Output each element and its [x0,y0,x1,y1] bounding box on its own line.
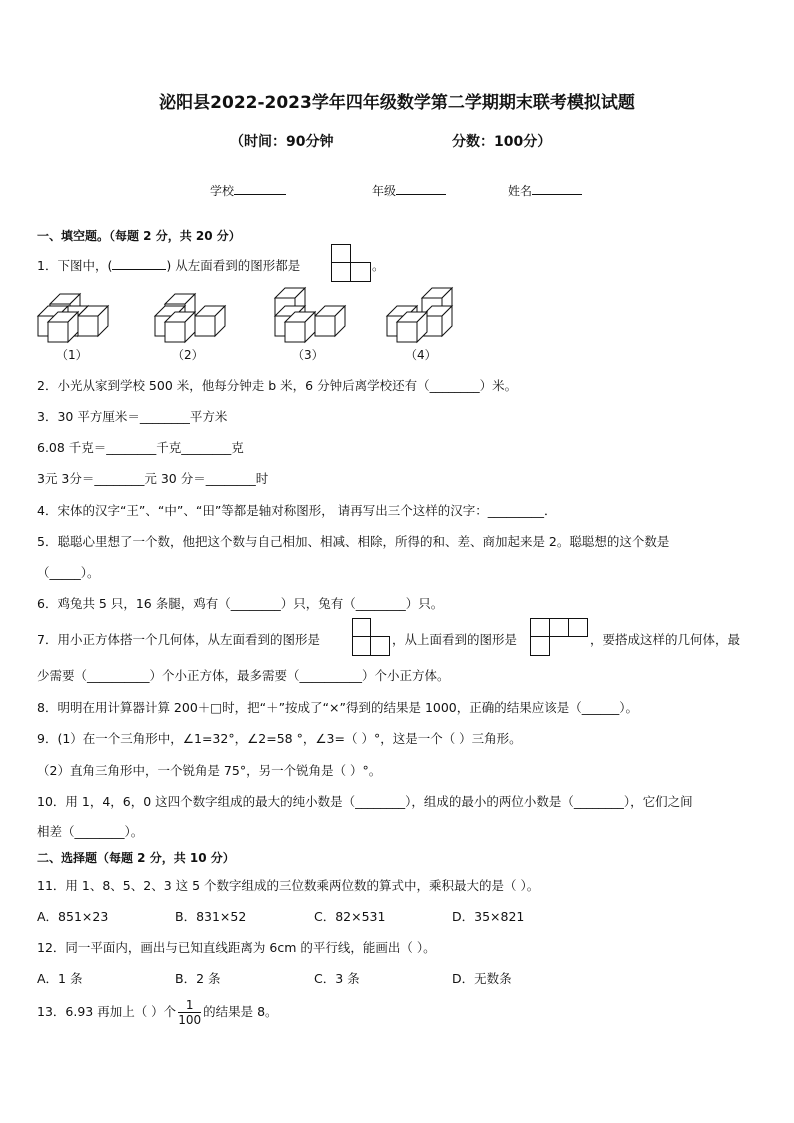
cube-figure-4 [387,288,452,342]
figure-label-4: （4） [405,348,437,362]
question-5a: 5．聪聪心里想了一个数，他把这个数与自己相加、相减、相除，所得的和、差、商加起来是 2。聪聪想的这个数是 [37,534,670,549]
q13-text-b: 的结果是 8。 [203,1004,278,1019]
q11-option-a[interactable]: A．851×23 [37,909,109,924]
cube-figure-3 [275,288,345,342]
question-7b: ，从上面看到的图形是 [392,632,518,647]
name-field[interactable] [508,182,582,199]
page-title: 泌阳县2022-2023学年四年级数学第二学期期末联考模拟试题 [159,93,635,113]
question-9b: （2）直角三角形中，一个锐角是 75°，另一个锐角是（ ）°。 [37,763,382,778]
cube-figure-2 [155,294,225,342]
grade-blank[interactable] [396,182,446,195]
question-10b: 相差（________）。 [37,824,144,839]
q12-option-b[interactable]: B．2 条 [175,971,221,986]
q1-view-shape [331,244,371,282]
school-blank[interactable] [234,182,286,195]
q11-option-b[interactable]: B．831×52 [175,909,247,924]
school-field[interactable] [210,182,286,199]
question-9a: 9．(1）在一个三角形中，∠1=32°，∠2=58 °，∠3=（ ）°，这是一个（ ）三角形。 [37,731,522,746]
q12-option-a[interactable]: A．1 条 [37,971,83,986]
q7-top-view [530,618,588,656]
cube-figures [30,284,460,344]
name-label: 姓名 [508,184,533,198]
figure-label-3: （3） [292,348,324,362]
question-3c: 3元 3分＝________元 30 分＝________时 [37,471,269,486]
question-4: 4．宋体的汉字“王”、“中”、“田”等都是轴对称图形， 请再写出三个这样的汉字：_________． [37,503,557,518]
q1-text-a: 1．下图中，( [37,258,113,273]
question-11: 11．用 1、8、5、2、3 这 5 个数字组成的三位数乘两位数的算式中，乘积最大的是（ ）。 [37,878,540,893]
exam-score: 分数：100分） [452,134,552,150]
q7-left-view [352,618,390,656]
section-2-heading: 二、选择题（每题 2 分，共 10 分） [37,851,235,865]
question-3a: 3．30 平方厘米＝________平方米 [37,409,228,424]
q13-fraction [178,998,201,1027]
name-blank[interactable] [532,182,582,195]
question-7d: 少需要（__________）个小正方体，最多需要（__________）个小正方体。 [37,668,450,683]
question-13 [37,998,278,1027]
grade-label: 年级 [372,184,397,198]
q1-end: 。 [372,258,385,273]
section-1-heading: 一、填空题。（每题 2 分，共 20 分） [37,229,241,243]
q1-text-b: ) 从左面看到的图形都是 [166,258,301,273]
grade-field[interactable] [372,182,446,199]
question-7c: ，要搭成这样的几何体，最 [590,632,741,647]
question-10a: 10．用 1，4，6，0 这四个数字组成的最大的纯小数是（________），组成的最小的两位小数是（________），它们之间 [37,794,693,809]
question-2: 2．小光从家到学校 500 米，他每分钟走 b 米，6 分钟后离学校还有（________）米。 [37,378,518,393]
exam-time: （时间：90分钟 [230,134,334,150]
school-label: 学校 [210,184,235,198]
question-12: 12．同一平面内，画出与已知直线距离为 6cm 的平行线，能画出（ ）。 [37,940,436,955]
question-5b: （_____）。 [37,565,100,580]
question-8: 8．明明在用计算器计算 200＋□时，把“＋”按成了“×”得到的结果是 1000，正确的结果应该是（______）。 [37,700,639,715]
fraction-numerator: 1 [178,998,201,1013]
figure-label-2: （2） [172,348,204,362]
q11-option-c[interactable]: C．82×531 [314,909,386,924]
q13-text-a: 13．6.93 再加上（ ）个 [37,1004,177,1019]
q1-blank[interactable] [112,257,166,270]
figure-label-1: （1） [56,348,88,362]
question-6: 6．鸡兔共 5 只，16 条腿，鸡有（________）只，兔有（________）只。 [37,596,444,611]
fraction-denominator: 100 [178,1013,202,1027]
question-3b: 6.08 千克＝________千克________克 [37,440,244,455]
q12-option-d[interactable]: D．无数条 [452,971,512,986]
q12-option-c[interactable]: C．3 条 [314,971,360,986]
q11-option-d[interactable]: D．35×821 [452,909,525,924]
question-7a: 7．用小正方体搭一个几何体，从左面看到的图形是 [37,632,320,647]
cube-figure-1 [38,294,108,342]
question-1 [37,256,300,274]
